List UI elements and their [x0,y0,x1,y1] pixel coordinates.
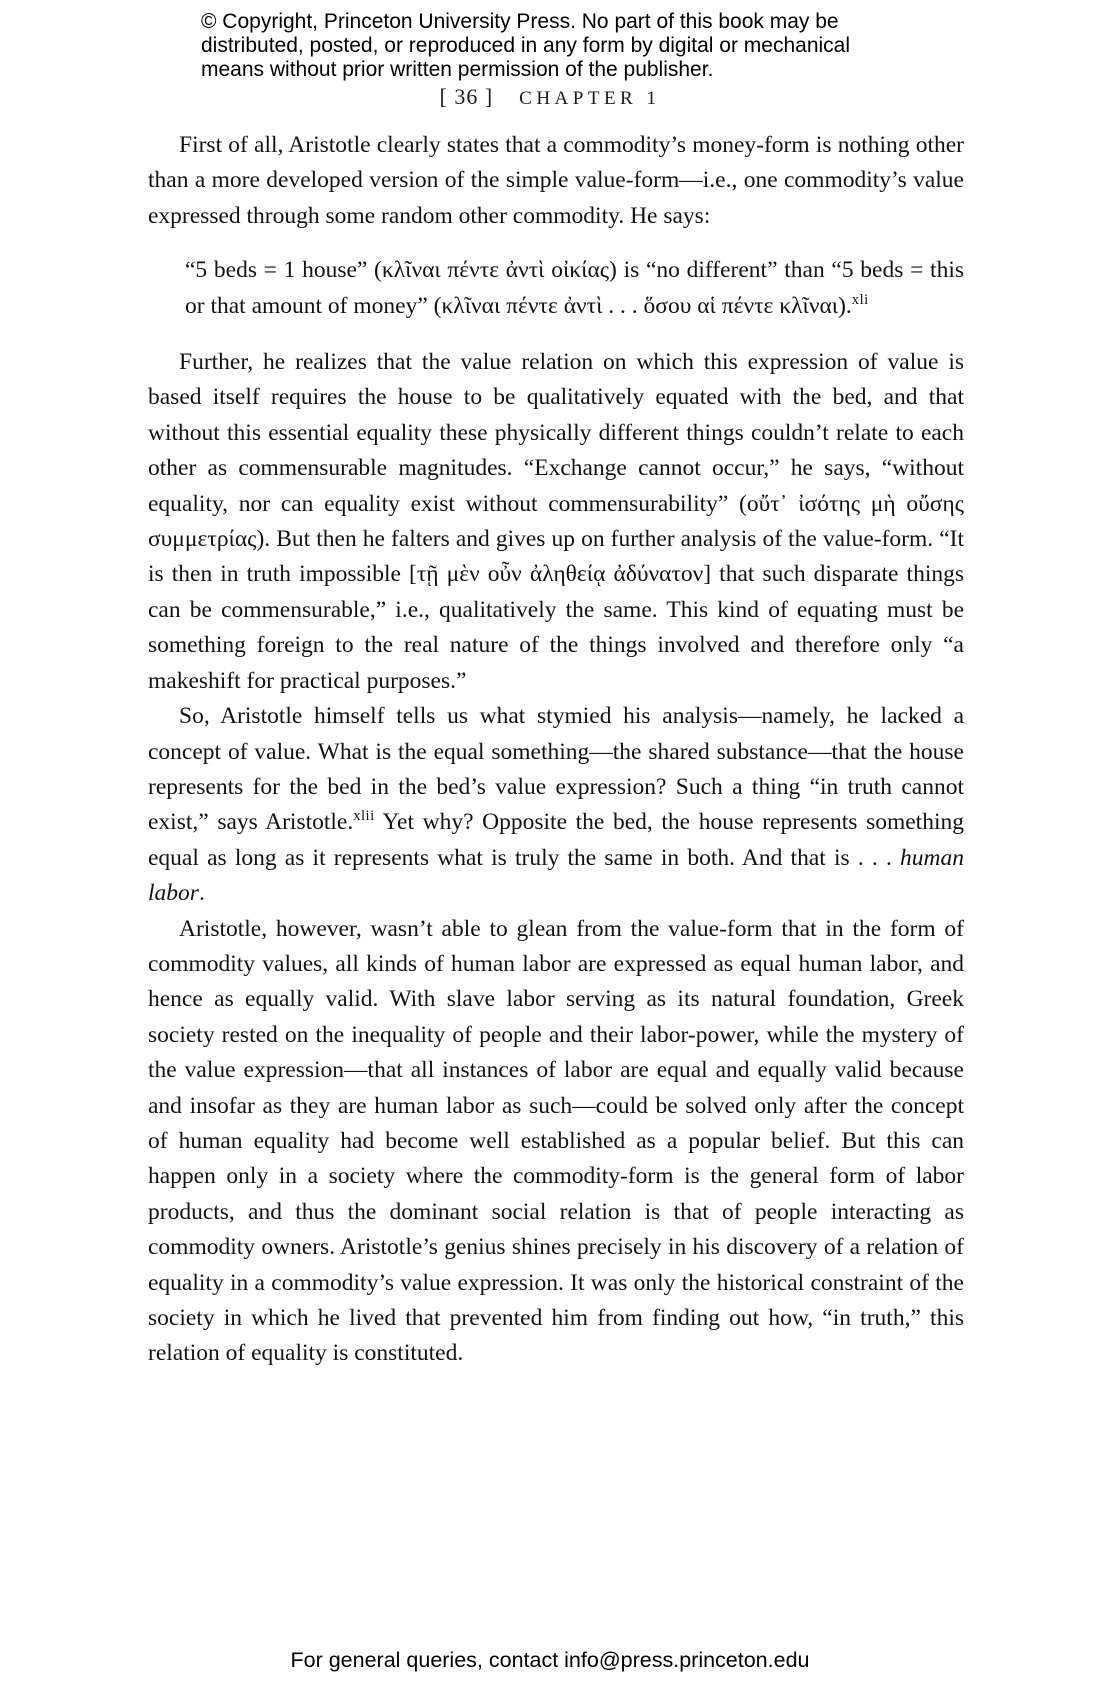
emphasis-human-labor: human labor [148,844,964,907]
paragraph-further: Further, he realizes that the value relation on which this expression of value is based itself requires the house to be qualitatively equated with the bed, and that without this essential equality these physically different things couldn’t relate to each other as commensurable magnitudes. “Exchange cannot occur,” he says, “without equality, nor can equality exist without commensurability” (οὔτ᾽ ἰσότης μὴ οὔσης συμμετρίας). But then he falters and gives up on further analysis of the value-form. “It is then in truth impossible [τῇ μὲν οὖν ἀληθείᾳ ἀδύνατον] that such disparate things can be commensurable,” i.e., qualitatively the same. This kind of equating must be something foreign to the real nature of the things involved and therefore only “a makeshift for practical purposes.” [148,349,964,694]
copyright-line: © Copyright, Princeton University Press. No part of this book may be [201,10,839,33]
chapter-title: CHAPTER 1 [519,88,661,109]
block-quote-text: “5 beds = 1 house” (κλῖναι πέντε ἀντὶ οἰκίας) is “no different” than “5 beds = this or that amount of money” (κλῖναι πέντε ἀντὶ . . . ὅσου αἱ πέντε κλῖναι). [185,257,964,319]
page-body [148,128,964,1372]
paragraph-text: So, Aristotle himself tells us what stymied his analysis—namely, he lacked a concept of value. What is the equal something—the shared substance—that the house represents for the bed in the bed’s value expression? Such a thing “in truth cannot exist,” says Aristotle. [148,703,964,836]
copyright-line: distributed, posted, or reproduced in any form by digital or mechanical [201,34,851,57]
block-quote [148,253,964,324]
paragraph-so-aristotle [148,699,964,911]
paragraph-text: . [198,880,205,907]
copyright-notice [201,10,850,82]
running-head [0,84,1100,110]
paragraph-text: Yet why? Opposite the bed, the house represents something equal as long as it represents what is truly the same in both. And that is . . . [148,809,964,871]
paragraph-aristotle-however: Aristotle, however, wasn’t able to glean from the value-form that in the form of commodity values, all kinds of human labor are expressed as equal human labor, and hence as equally valid. With slave labor serving as its natural foundation, Greek society rested on the inequality of people and their labor-power, while the mystery of the value expression—that all instances of labor are equal and equally valid because and insofar as they are human labor as such—could be solved only after the concept of human equality had become well established as a popular belief. But this can happen only in a society where the commodity-form is the general form of labor products, and thus the dominant social relation is that of people interacting as commodity owners. Aristotle’s genius shines precisely in his discovery of a relation of equality in a commodity’s value expression. It was only the historical constraint of the society in which he lived that prevented him from finding out how, “in truth,” this relation of equality is constituted. [148,915,964,1367]
footer-contact: For general queries, contact info@press.princeton.edu [290,1648,810,1672]
copyright-line: means without prior written permission of the publisher. [201,58,714,81]
page-number-folio: [ 36 ] [439,84,494,109]
paragraph-intro: First of all, Aristotle clearly states that a commodity’s money-form is nothing other than a more developed version of the simple value-form—i.e., one commodity’s value expressed through some random other commodity. He says: [148,132,964,229]
footnote-marker-xlii: xlii [353,808,375,825]
footnote-marker-xli: xli [851,291,869,308]
